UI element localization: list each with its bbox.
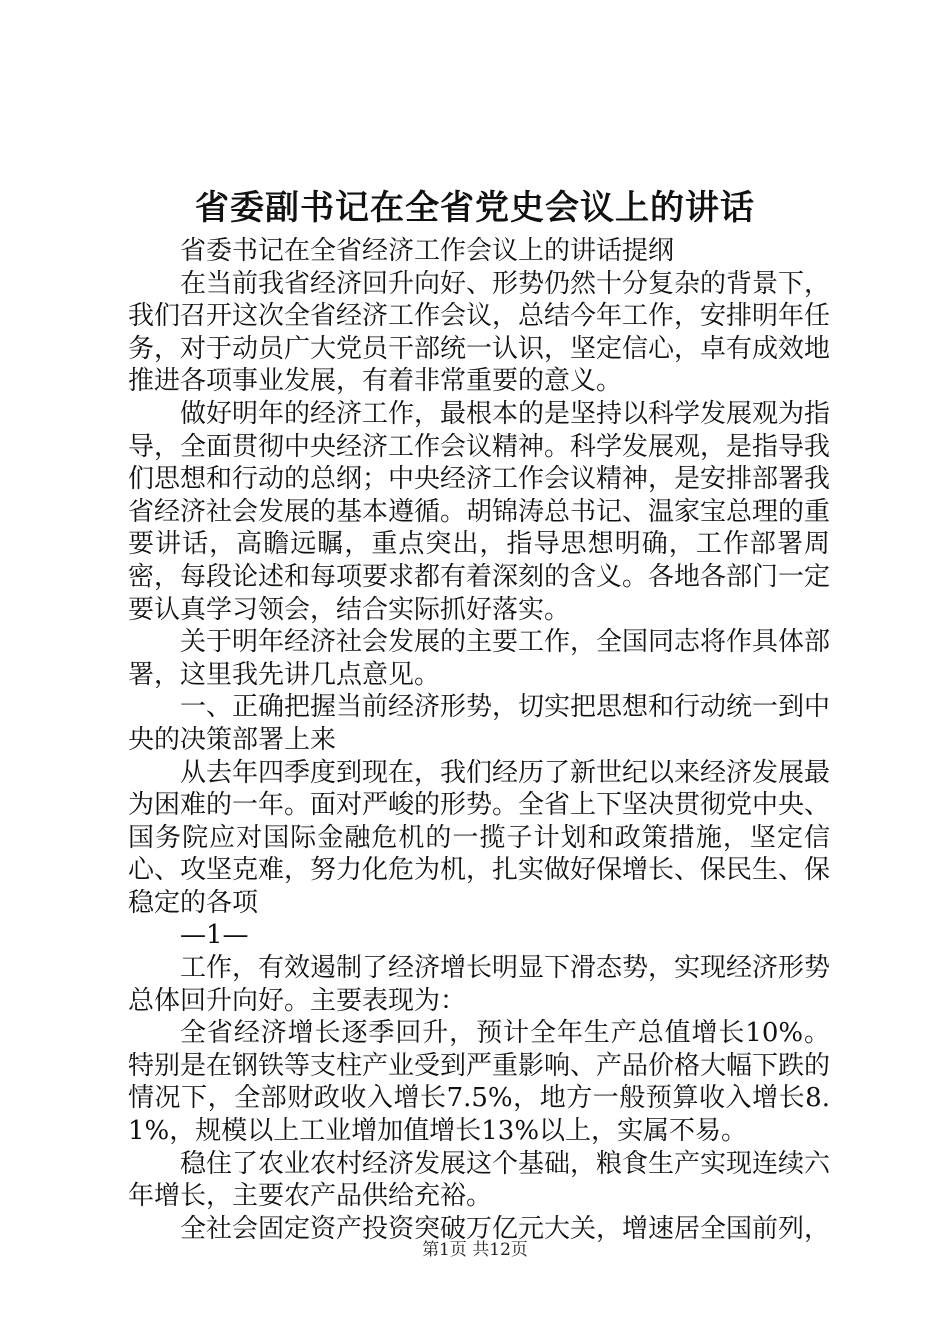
paragraph: 从去年四季度到现在，我们经历了新世纪以来经济发展最为困难的一年。面对严峻的形势。全省上下坚决贯彻党中央、国务院应对国际金融危机的一揽子计划和政策措施，坚定信心、攻坚克难，努力化危为机，扎实做好保增长、保民生、保稳定的各项 (128, 757, 831, 918)
paragraph: 全社会固定资产投资突破万亿元大关，增速居全国前列， (180, 1213, 831, 1244)
document-title: 省委副书记在全省党史会议上的讲话 (195, 188, 755, 228)
paragraph: 工作，有效遏制了经济增长明显下滑态势，实现经济形势总体回升向好。主要表现为： (128, 953, 831, 1016)
paragraph: 稳住了农业农村经济发展这个基础，粮食生产实现连续六年增长，主要农产品供给充裕。 (128, 1148, 831, 1212)
paragraph: 关于明年经济社会发展的主要工作，全国同志将作具体部署，这里我先讲几点意见。 (128, 627, 831, 690)
paragraph: 做好明年的经济工作，最根本的是坚持以科学发展观为指导，全面贯彻中央经济工作会议精神。科学发展观，是指导我们思想和行动的总纲；中央经济工作会议精神，是安排部署我省经济社会发展的基本遵循。胡锦涛总书记、温家宝总理的重要讲话，高瞻远瞩，重点突出，指导思想明确，工作部署周密，每段论述和每项要求都有着深刻的含义。各地各部门一定要认真学习领会，结合实际抓好落实。 (128, 398, 831, 625)
page-footer: 第1页 共12页 (422, 1240, 528, 1260)
paragraph: 全省经济增长逐季回升，预计全年生产总值增长10%。特别是在钢铁等支柱产业受到严重影响、产品价格大幅下跌的情况下，全部财政收入增长7.5%，地方一般预算收入增长8.1%，规模以上工业增加值增长13%以上，实属不易。 (128, 1018, 831, 1147)
paragraph: 在当前我省经济回升向好、形势仍然十分复杂的背景下，我们召开这次全省经济工作会议，总结今年工作，安排明年任务，对于动员广大党员干部统一认识，坚定信心，卓有成效地推进各项事业发展，有着非常重要的意义。 (128, 268, 831, 397)
section-heading: 一、正确把握当前经济形势，切实把思想和行动统一到中央的决策部署上来 (128, 692, 831, 755)
paragraph-subtitle: 省委书记在全省经济工作会议上的讲话提纲 (180, 236, 675, 266)
inline-page-marker: —1— (180, 920, 249, 951)
document-body (128, 235, 830, 1245)
